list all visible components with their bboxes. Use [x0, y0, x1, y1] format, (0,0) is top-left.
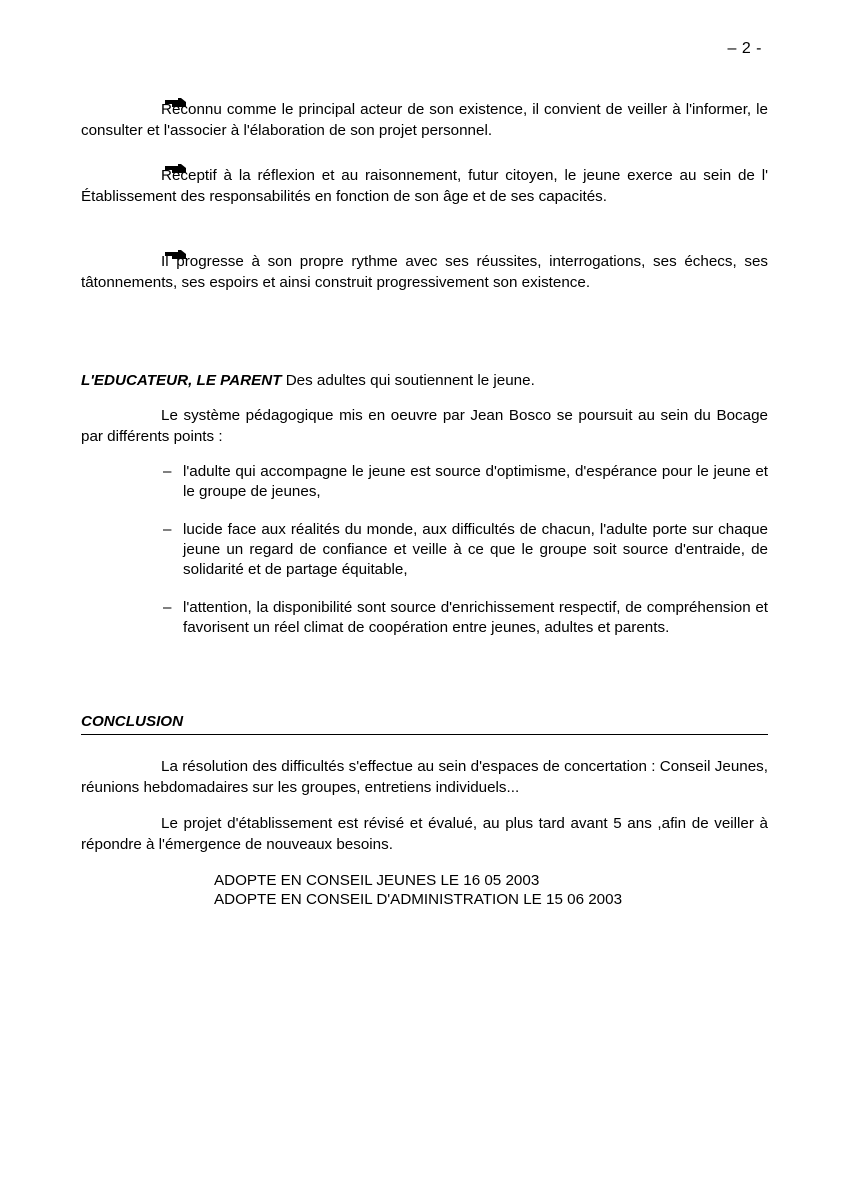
conclusion-paragraph-1: La résolution des difficultés s'effectue au sein d'espaces de concertation : Conseil Jeunes, réunions hebdomadaires sur les groupes, entretiens individuels...: [81, 758, 768, 796]
adoption-line-jeunes: ADOPTE EN CONSEIL JEUNES LE 16 05 2003: [214, 872, 540, 889]
list-item: [163, 462, 768, 502]
dash-marker: –: [163, 599, 172, 616]
list-item-text: lucide face aux réalités du monde, aux difficultés de chacun, l'adulte porte sur chaque jeune un regard de confiance et veille à ce que le groupe soit source d'entraide, de solidarité et de partage équitable,: [183, 521, 768, 578]
list-item-text: l'attention, la disponibilité sont source d'enrichissement respectif, de compréhension et favorisent un réel climat de coopération entre jeunes, adultes et parents.: [183, 599, 768, 636]
bullet-paragraph-2: Réceptif à la réflexion et au raisonnement, futur citoyen, le jeune exerce au sein de l' Établissement des responsabilités en fonction de son âge et de ses capacités.: [81, 167, 768, 205]
list-item: [163, 520, 768, 580]
dash-marker: –: [163, 463, 172, 480]
conclusion-title: CONCLUSION: [81, 711, 768, 735]
list-item-text: l'adulte qui accompagne le jeune est source d'optimisme, d'espérance pour le jeune et le groupe de jeunes,: [183, 463, 768, 500]
page-number: – 2 -: [727, 40, 762, 57]
list-item: [163, 598, 768, 638]
educator-heading-subtitle: Des adultes qui soutiennent le jeune.: [281, 372, 535, 389]
dash-marker: –: [163, 521, 172, 538]
bullet-paragraph-1: Reconnu comme le principal acteur de son existence, il convient de veiller à l'informer, le consulter et l'associer à l'élaboration de son projet personnel.: [81, 101, 768, 139]
educator-heading: [81, 370, 535, 391]
conclusion-paragraph-2: Le projet d'établissement est révisé et évalué, au plus tard avant 5 ans ,afin de veiller à répondre à l'émergence de nouveaux besoins.: [81, 815, 768, 853]
adoption-line-administration: ADOPTE EN CONSEIL D'ADMINISTRATION LE 15 06 2003: [214, 891, 623, 908]
educator-points-list: [163, 462, 768, 656]
educator-intro: Le système pédagogique mis en oeuvre par Jean Bosco se poursuit au sein du Bocage par différents points :: [81, 407, 768, 445]
educator-heading-title: L'EDUCATEUR, LE PARENT: [81, 372, 282, 389]
bullet-paragraph-3: Il progresse à son propre rythme avec ses réussites, interrogations, ses échecs, ses tâtonnements, ses espoirs et ainsi construit progressivement son existence.: [81, 253, 768, 291]
